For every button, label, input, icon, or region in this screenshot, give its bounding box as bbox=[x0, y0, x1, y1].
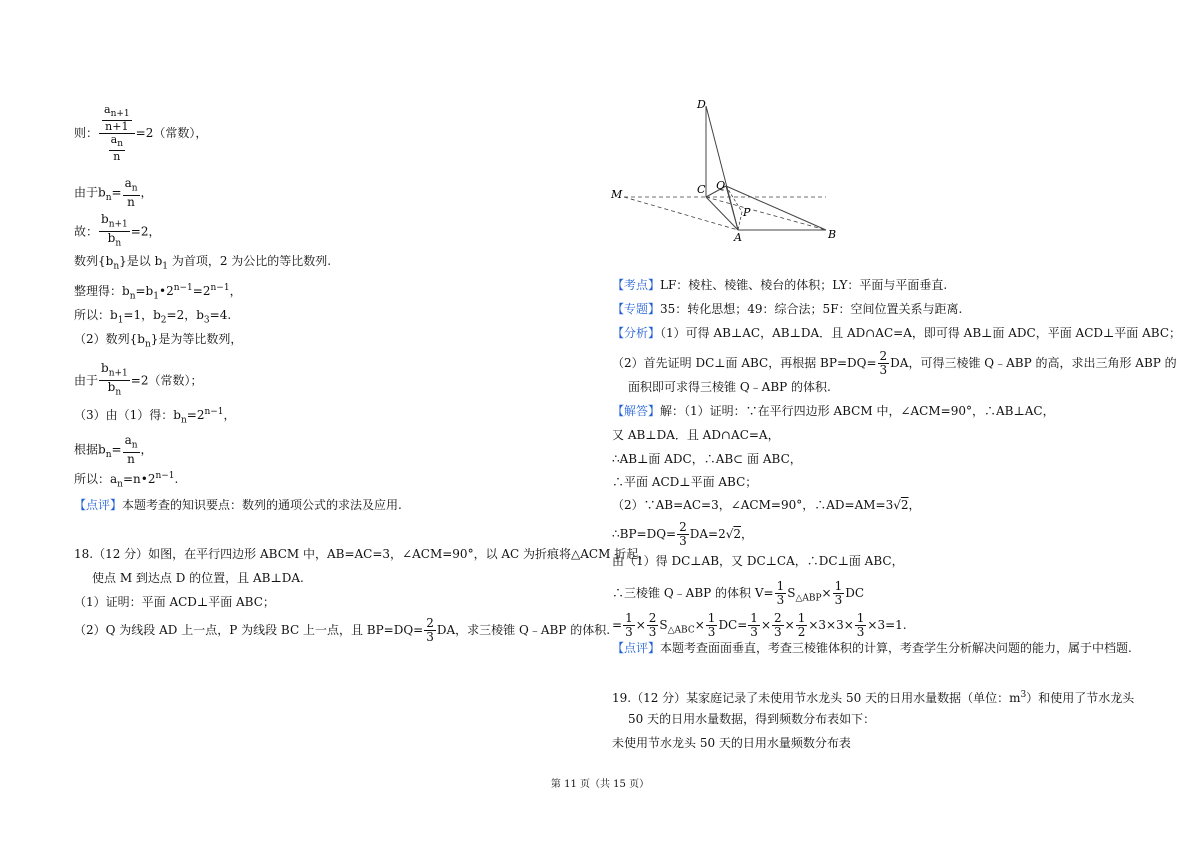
solution-line-6: 由（1）得 DC⊥AB，又 DC⊥CA，∴DC⊥面 ABC， bbox=[612, 554, 904, 568]
fraction: $\frac{b_{n+1}}{b_n}$ bbox=[101, 212, 128, 249]
fenxi-line: 【分析】（1）可得 AB⊥AC，AB⊥DA．且 AD∩AC=A，即可得 AB⊥面 ADC，平面 ACD⊥平面 ABC； bbox=[612, 326, 1182, 340]
label-A: A bbox=[734, 231, 742, 244]
geometry-figure bbox=[602, 92, 852, 244]
solution-line-3: ∴平面 ACD⊥平面 ABC； bbox=[612, 475, 758, 489]
fraction: $\frac{2}{3}$ bbox=[879, 349, 888, 377]
jieda-line: 【解答】解：（1）证明：∵在平行四边形 ABCM 中，∠ACM=90°，∴AB⊥AC， bbox=[612, 404, 1055, 418]
kaodian-line: 【考点】LF：棱柱、棱锥、棱台的体积；LY：平面与平面垂直. bbox=[612, 278, 948, 292]
q19-line-c: 未使用节水龙头 50 天的日用水量频数分布表 bbox=[612, 736, 851, 750]
q18-line-a: 18.（12 分）如图，在平行四边形 ABCM 中，AB=AC=3，∠ACM=90°，以 AC 为折痕将△ACM 折起， bbox=[74, 547, 651, 561]
l10-line: 根据$b_n=$ $\frac{a_n}{n}$ ， bbox=[74, 433, 153, 467]
fraction: $\frac{b_{n+1}}{b_n}$ bbox=[101, 361, 128, 398]
label-D: D bbox=[697, 98, 706, 111]
l4-line: 数列$\{b_n\}$是以 $b_1$ 为首项，2 为公比的等比数列. bbox=[74, 254, 332, 272]
fraction: $\frac{a_n}{n}$ bbox=[124, 176, 138, 210]
label-Q: Q bbox=[716, 179, 726, 192]
l6-line: 所以：$b_1=1$，$b_2=2$，$b_3=4$. bbox=[74, 308, 232, 326]
fraction: $\frac{2}{3}$ bbox=[426, 616, 434, 644]
l9-line: （3）由（1）得：$b_n=2^{n-1}$， bbox=[74, 407, 236, 426]
fraction: $\frac{1}{3}$ bbox=[776, 579, 785, 607]
q18-line-d: （2）Q 为线段 AD 上一点，P 为线段 BC 上一点，且 BP=DQ= $\frac{2}{3}$ DA，求三棱锥 Q﹣ABP 的体积. bbox=[74, 616, 611, 644]
q19-line-a: 19.（12 分）某家庭记录了未使用节水龙头 50 天的日用水量数据（单位：$m^3$）和使用了节水龙头 bbox=[612, 690, 1135, 705]
dianping-line: 【点评】本题考查面面垂直，考查三棱锥体积的计算，考查学生分析解决问题的能力，属于中档题. bbox=[612, 641, 1132, 655]
l1-line: 则： $\frac{a_{n+1}}{n+1}$ $\frac{a_n}{n}$ =2（常数）， bbox=[74, 103, 208, 164]
fraction: $\frac{a_n}{n}$ bbox=[124, 433, 138, 467]
solution-line-1: 又 AB⊥DA．且 AD∩AC=A， bbox=[612, 428, 780, 442]
solution-line-8: = $\frac{1}{3}$ × $\frac{2}{3}$ $S_{\triangle ABC}\times$ $\frac{1}{3}$ DC= $\frac{1}{3}$ × $\frac{2}{3}$ × $\frac{1}{2}$ ×3×3× $\frac{1}{3}$ ×3=1. bbox=[612, 611, 907, 639]
q19-line-b: 50 天的日用水量数据，得到频数分布表如下： bbox=[628, 712, 876, 726]
zhuanti-line: 【专题】35：转化思想；49：综合法；5F：空间位置关系与距离. bbox=[612, 302, 963, 316]
fenxi-line-3: 面积即可求得三棱锥 Q﹣ABP 的体积. bbox=[628, 380, 831, 394]
l11-line: 所以：$a_n=n•2^{n-1}$. bbox=[74, 471, 179, 490]
label-M: M bbox=[611, 188, 623, 201]
fraction: $\frac{2}{3}$ bbox=[679, 520, 687, 548]
q18-line-c: （1）证明：平面 ACD⊥平面 ABC； bbox=[74, 595, 275, 609]
solution-line-2: ∴AB⊥面 ADC，∴AB⊂ 面 ABC， bbox=[612, 452, 802, 466]
solution-line-5: ∴BP=DQ= $\frac{2}{3}$ DA=2√2， bbox=[612, 520, 754, 548]
l8-line: 由于 $\frac{b_{n+1}}{b_n}$ =2（常数）； bbox=[74, 361, 203, 398]
label-P: P bbox=[743, 206, 751, 219]
l2-line: 由于$b_n=$ $\frac{a_n}{n}$ ， bbox=[74, 176, 153, 210]
label-C: C bbox=[697, 183, 706, 196]
review-tag: 【点评】 bbox=[74, 498, 123, 512]
solution-line-7: ∴三棱锥 Q﹣ABP 的体积 V= $\frac{1}{3}$ $S_{\triangle ABP}\times$ $\frac{1}{3}$ DC bbox=[612, 579, 865, 607]
l12-line: 【点评】本题考查的知识要点：数列的通项公式的求法及应用. bbox=[74, 498, 402, 512]
solution-line-4: （2）∵AB=AC=3，∠ACM=90°，∴AD=AM=3√2， bbox=[612, 498, 921, 512]
fraction: $\frac{1}{3}$ bbox=[834, 579, 843, 607]
page-footer: 第 11 页（共 15 页） bbox=[550, 779, 650, 790]
l3-line: 故： $\frac{b_{n+1}}{b_n}$ =2， bbox=[74, 212, 161, 249]
fenxi-line-2: （2）首先证明 DC⊥面 ABC，再根据 BP=DQ= $\frac{2}{3}$ DA，可得三棱锥 Q﹣ABP 的高，求出三角形 ABP 的 bbox=[612, 349, 1177, 377]
label-B: B bbox=[828, 228, 837, 241]
nested-fraction: $\frac{a_{n+1}}{n+1}$ $\frac{a_n}{n}$ bbox=[99, 104, 135, 163]
l5-line: 整理得：$b_n=b_1•2^{n-1}=2^{n-1}$， bbox=[74, 283, 242, 302]
l7-line: （2）数列$\{b_n\}$是为等比数列， bbox=[74, 332, 243, 350]
q18-line-b: 使点 M 到达点 D 的位置，且 AB⊥DA. bbox=[92, 571, 304, 585]
